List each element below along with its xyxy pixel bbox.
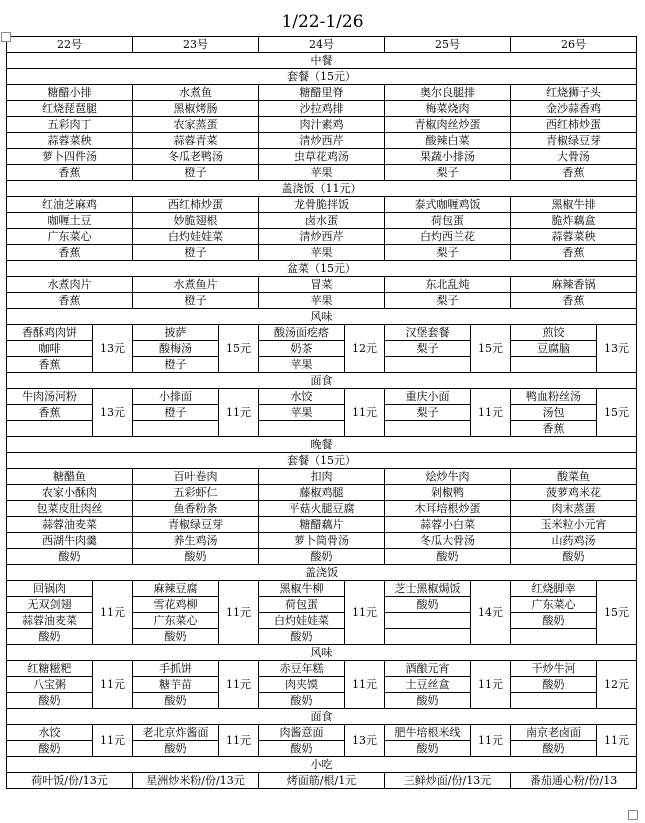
dish-cell: 酸梅汤	[133, 341, 219, 357]
dish-cell: 鱼香粉条	[133, 501, 259, 517]
dish-cell: 平菇火腿豆腐	[259, 501, 385, 517]
table-row	[7, 533, 637, 549]
table-row	[7, 181, 637, 197]
dish-cell: 手抓饼	[133, 661, 219, 677]
price-cell: 15元	[471, 325, 511, 373]
dish-cell: 水饺	[259, 389, 345, 405]
dish-cell: 红烧琵琶腿	[7, 101, 133, 117]
dish-cell: 蒜蓉菜秧	[7, 133, 133, 149]
dish-cell: 五彩虾仁	[133, 485, 259, 501]
price-cell: 11元	[471, 661, 511, 709]
table-row	[7, 549, 637, 565]
dish-cell: 白灼西兰花	[385, 229, 511, 245]
price-cell: 11元	[471, 389, 511, 437]
table-row	[7, 69, 637, 85]
dish-cell: 果蔬小排汤	[385, 149, 511, 165]
dish-cell: 酸奶	[511, 549, 637, 565]
dish-cell: 酸奶	[385, 741, 471, 757]
dish-cell: 梨子	[385, 405, 471, 421]
section-header: 风味	[7, 309, 637, 325]
dish-cell: 酒酿元宵	[385, 661, 471, 677]
section-header: 面食	[7, 709, 637, 725]
dish-cell: 酸奶	[259, 629, 345, 645]
dish-cell: 糖醋藕片	[259, 517, 385, 533]
table-row	[7, 37, 637, 53]
dish-cell: 青椒肉丝炒蛋	[385, 117, 511, 133]
dish-cell: 酸奶	[385, 549, 511, 565]
table-row	[7, 261, 637, 277]
dish-cell: 荷包蛋	[385, 213, 511, 229]
section-header: 面食	[7, 373, 637, 389]
dish-cell	[385, 629, 471, 645]
dish-cell: 萝卜四件汤	[7, 149, 133, 165]
dish-cell: 脆炸藕盒	[511, 213, 637, 229]
table-row	[7, 725, 637, 741]
dish-cell	[7, 421, 93, 437]
dish-cell: 包菜皮肚肉丝	[7, 501, 133, 517]
dish-cell: 南京老卤面	[511, 725, 597, 741]
dish-cell: 广东菜心	[511, 597, 597, 613]
dish-cell: 香蕉	[7, 357, 93, 373]
dish-cell: 香蕉	[511, 293, 637, 309]
dish-cell: 香蕉	[7, 293, 133, 309]
dish-cell: 玉米粒小元宵	[511, 517, 637, 533]
price-cell: 14元	[471, 581, 511, 645]
dish-cell: 肉夹馍	[259, 677, 345, 693]
dish-cell: 蒜蓉菜秧	[511, 229, 637, 245]
table-row	[7, 117, 637, 133]
dish-cell: 小排面	[133, 389, 219, 405]
dish-cell: 披萨	[133, 325, 219, 341]
dish-cell: 麻辣香锅	[511, 277, 637, 293]
table-row	[7, 133, 637, 149]
dish-cell: 烩炒牛肉	[385, 469, 511, 485]
day-header: 26号	[511, 37, 637, 53]
dish-cell: 酸奶	[133, 741, 219, 757]
dish-cell	[385, 613, 471, 629]
dish-cell: 苹果	[259, 245, 385, 261]
dish-cell: 雪花鸡柳	[133, 597, 219, 613]
dish-cell: 红烧脚幸	[511, 581, 597, 597]
dish-cell: 回锅肉	[7, 581, 93, 597]
table-row	[7, 197, 637, 213]
dish-cell	[511, 357, 597, 373]
dish-cell: 妙脆翅根	[133, 213, 259, 229]
section-header: 套餐（15元）	[7, 453, 637, 469]
dish-cell: 冬瓜老鸭汤	[133, 149, 259, 165]
dish-cell: 水煮鱼	[133, 85, 259, 101]
dish-cell: 大骨汤	[511, 149, 637, 165]
section-header: 晚餐	[7, 437, 637, 453]
dish-cell: 老北京炸酱面	[133, 725, 219, 741]
table-row	[7, 485, 637, 501]
price-cell: 11元	[93, 725, 133, 757]
dish-cell: 龙骨脆拌饭	[259, 197, 385, 213]
price-cell: 11元	[345, 389, 385, 437]
dish-cell: 豆腐脑	[511, 341, 597, 357]
price-cell: 12元	[597, 661, 637, 709]
dish-cell: 糖醋鱼	[7, 469, 133, 485]
dish-cell: 木耳培根炒蛋	[385, 501, 511, 517]
dish-cell	[511, 629, 597, 645]
weekly-menu-table	[6, 36, 637, 789]
dish-cell: 梅菜烧肉	[385, 101, 511, 117]
dish-cell: 酸奶	[511, 677, 597, 693]
dish-cell: 酸奶	[259, 693, 345, 709]
dish-cell: 橙子	[133, 293, 259, 309]
dish-cell: 酸奶	[7, 629, 93, 645]
dish-cell: 泰式咖喱鸡饭	[385, 197, 511, 213]
dish-cell: 冬瓜大骨汤	[385, 533, 511, 549]
table-row	[7, 757, 637, 773]
dish-cell: 苹果	[259, 165, 385, 181]
price-cell: 13元	[597, 325, 637, 373]
table-row	[7, 517, 637, 533]
dish-cell: 肉汁素鸡	[259, 117, 385, 133]
dish-cell: 酸奶	[511, 613, 597, 629]
dish-cell: 广东菜心	[133, 613, 219, 629]
dish-cell: 土豆丝盒	[385, 677, 471, 693]
dish-cell: 酸奶	[133, 693, 219, 709]
dish-cell: 青椒绿豆芽	[133, 517, 259, 533]
day-header: 22号	[7, 37, 133, 53]
dish-cell	[511, 693, 597, 709]
table-row	[7, 85, 637, 101]
dish-cell: 沙拉鸡排	[259, 101, 385, 117]
dish-cell: 橙子	[133, 245, 259, 261]
dish-cell: 香蕉	[511, 165, 637, 181]
section-header: 风味	[7, 645, 637, 661]
dish-cell: 汉堡套餐	[385, 325, 471, 341]
dish-cell: 酸奶	[7, 693, 93, 709]
dish-cell: 酸奶	[385, 597, 471, 613]
dish-cell: 酸汤面疙瘩	[259, 325, 345, 341]
dish-cell: 酸菜鱼	[511, 469, 637, 485]
dish-cell: 水饺	[7, 725, 93, 741]
dish-cell: 白灼娃娃菜	[133, 229, 259, 245]
dish-cell: 酸辣白菜	[385, 133, 511, 149]
dish-cell: 汤包	[511, 405, 597, 421]
table-row	[7, 325, 637, 341]
dish-cell: 橙子	[133, 405, 219, 421]
dish-cell: 梨子	[385, 341, 471, 357]
dish-cell	[385, 357, 471, 373]
section-header: 套餐（15元）	[7, 69, 637, 85]
table-resize-handle-bottom[interactable]	[628, 810, 638, 820]
price-cell: 11元	[219, 389, 259, 437]
snack-cell: 烤面筋/根/1元	[259, 773, 385, 789]
table-row	[7, 565, 637, 581]
dish-cell: 农家蒸蛋	[133, 117, 259, 133]
dish-cell: 苹果	[259, 405, 345, 421]
dish-cell: 红油芝麻鸡	[7, 197, 133, 213]
dish-cell: 梨子	[385, 245, 511, 261]
dish-cell: 酸奶	[259, 741, 345, 757]
dish-cell: 蒜蓉油麦菜	[7, 613, 93, 629]
price-cell: 11元	[219, 581, 259, 645]
dish-cell: 清炒西芹	[259, 133, 385, 149]
price-cell: 15元	[597, 389, 637, 437]
day-header: 24号	[259, 37, 385, 53]
dish-cell: 香酥鸡肉饼	[7, 325, 93, 341]
table-row	[7, 581, 637, 597]
dish-cell: 红烧狮子头	[511, 85, 637, 101]
dish-cell: 牛肉汤河粉	[7, 389, 93, 405]
dish-cell: 五彩肉丁	[7, 117, 133, 133]
dish-cell: 酸奶	[133, 629, 219, 645]
price-cell: 11元	[471, 725, 511, 757]
dish-cell: 八宝粥	[7, 677, 93, 693]
dish-cell: 白灼娃娃菜	[259, 613, 345, 629]
dish-cell: 黑椒牛柳	[259, 581, 345, 597]
dish-cell: 干炒牛河	[511, 661, 597, 677]
dish-cell	[259, 421, 345, 437]
snack-cell: 星洲炒米粉/份/13元	[133, 773, 259, 789]
dish-cell: 红糖糍粑	[7, 661, 93, 677]
dish-cell: 藤椒鸡腿	[259, 485, 385, 501]
dish-cell	[385, 421, 471, 437]
dish-cell: 酸奶	[7, 549, 133, 565]
dish-cell: 肉酱意面	[259, 725, 345, 741]
dish-cell: 山药鸡汤	[511, 533, 637, 549]
dish-cell: 酸奶	[7, 741, 93, 757]
dish-cell: 萝卜筒骨汤	[259, 533, 385, 549]
table-row	[7, 277, 637, 293]
dish-cell: 农家小酥肉	[7, 485, 133, 501]
dish-cell: 青椒绿豆芽	[511, 133, 637, 149]
snack-cell: 三鲜炒面/份/13元	[385, 773, 511, 789]
table-row	[7, 501, 637, 517]
dish-cell: 扣肉	[259, 469, 385, 485]
table-row	[7, 53, 637, 69]
dish-cell: 酸奶	[259, 549, 385, 565]
table-row	[7, 773, 637, 789]
price-cell: 12元	[345, 325, 385, 373]
table-row	[7, 245, 637, 261]
dish-cell: 煎饺	[511, 325, 597, 341]
section-header: 小吃	[7, 757, 637, 773]
dish-cell: 糖芋苗	[133, 677, 219, 693]
table-row	[7, 101, 637, 117]
dish-cell: 虫草花鸡汤	[259, 149, 385, 165]
dish-cell: 咖喱土豆	[7, 213, 133, 229]
dish-cell: 香蕉	[7, 165, 133, 181]
dish-cell: 酸奶	[385, 693, 471, 709]
dish-cell: 肉末蒸蛋	[511, 501, 637, 517]
price-cell: 13元	[93, 389, 133, 437]
dish-cell: 西红柿炒蛋	[511, 117, 637, 133]
dish-cell: 黑椒烤肠	[133, 101, 259, 117]
price-cell: 11元	[345, 661, 385, 709]
dish-cell: 水煮鱼片	[133, 277, 259, 293]
dish-cell: 百叶卷肉	[133, 469, 259, 485]
price-cell: 11元	[219, 725, 259, 757]
section-header: 盖浇饭	[7, 565, 637, 581]
dish-cell: 梨子	[385, 165, 511, 181]
dish-cell: 剁椒鸭	[385, 485, 511, 501]
price-cell: 15元	[597, 581, 637, 645]
dish-cell: 蒜蓉青菜	[133, 133, 259, 149]
dish-cell: 香蕉	[7, 245, 133, 261]
price-cell: 11元	[597, 725, 637, 757]
dish-cell: 酸奶	[133, 549, 259, 565]
dish-cell: 鸭血粉丝汤	[511, 389, 597, 405]
dish-cell: 菠萝鸡米花	[511, 485, 637, 501]
dish-cell: 蒜蓉小白菜	[385, 517, 511, 533]
dish-cell: 橙子	[133, 165, 259, 181]
dish-cell: 养生鸡汤	[133, 533, 259, 549]
dish-cell: 麻辣豆腐	[133, 581, 219, 597]
table-row	[7, 661, 637, 677]
dish-cell: 糖醋里脊	[259, 85, 385, 101]
table-row	[7, 453, 637, 469]
dish-cell: 重庆小面	[385, 389, 471, 405]
snack-cell: 荷叶饭/份/13元	[7, 773, 133, 789]
price-cell: 11元	[93, 581, 133, 645]
table-row	[7, 469, 637, 485]
snack-cell: 番茄通心粉/份/13	[511, 773, 637, 789]
table-resize-handle[interactable]	[1, 32, 11, 42]
dish-cell: 奥尔良腿排	[385, 85, 511, 101]
dish-cell: 赤豆年糕	[259, 661, 345, 677]
dish-cell: 橙子	[133, 357, 219, 373]
dish-cell: 苹果	[259, 357, 345, 373]
table-row	[7, 389, 637, 405]
dish-cell: 西湖牛肉羹	[7, 533, 133, 549]
table-row	[7, 213, 637, 229]
table-row	[7, 229, 637, 245]
dish-cell: 卤水蛋	[259, 213, 385, 229]
price-cell: 13元	[345, 725, 385, 757]
price-cell: 11元	[219, 661, 259, 709]
day-header: 25号	[385, 37, 511, 53]
table-row	[7, 373, 637, 389]
table-row	[7, 165, 637, 181]
dish-cell: 东北乱炖	[385, 277, 511, 293]
table-row	[7, 437, 637, 453]
dish-cell: 冒菜	[259, 277, 385, 293]
table-row	[7, 309, 637, 325]
dish-cell: 咖啡	[7, 341, 93, 357]
table-row	[7, 645, 637, 661]
dish-cell: 糖醋小排	[7, 85, 133, 101]
page-title: 1/22-1/26	[281, 12, 364, 32]
price-cell: 11元	[93, 661, 133, 709]
dish-cell: 香蕉	[511, 421, 597, 437]
dish-cell: 香蕉	[511, 245, 637, 261]
table-row	[7, 293, 637, 309]
price-cell: 13元	[93, 325, 133, 373]
dish-cell: 无双剑翅	[7, 597, 93, 613]
dish-cell: 黑椒牛排	[511, 197, 637, 213]
dish-cell: 荷包蛋	[259, 597, 345, 613]
table-row	[7, 709, 637, 725]
dish-cell: 芝士黑椒焗饭	[385, 581, 471, 597]
dish-cell: 清炒西芹	[259, 229, 385, 245]
section-header: 盆菜（15元）	[7, 261, 637, 277]
dish-cell: 酸奶	[511, 741, 597, 757]
dish-cell: 水煮肉片	[7, 277, 133, 293]
section-header: 中餐	[7, 53, 637, 69]
dish-cell: 蒜蓉油麦菜	[7, 517, 133, 533]
dish-cell: 苹果	[259, 293, 385, 309]
dish-cell: 肥牛培根米线	[385, 725, 471, 741]
price-cell: 15元	[219, 325, 259, 373]
dish-cell: 梨子	[385, 293, 511, 309]
dish-cell: 金沙蒜香鸡	[511, 101, 637, 117]
price-cell: 11元	[345, 581, 385, 645]
dish-cell: 奶茶	[259, 341, 345, 357]
table-row	[7, 149, 637, 165]
section-header: 盖浇饭（11元）	[7, 181, 637, 197]
dish-cell	[133, 421, 219, 437]
dish-cell: 广东菜心	[7, 229, 133, 245]
dish-cell: 香蕉	[7, 405, 93, 421]
dish-cell: 西红柿炒蛋	[133, 197, 259, 213]
day-header: 23号	[133, 37, 259, 53]
